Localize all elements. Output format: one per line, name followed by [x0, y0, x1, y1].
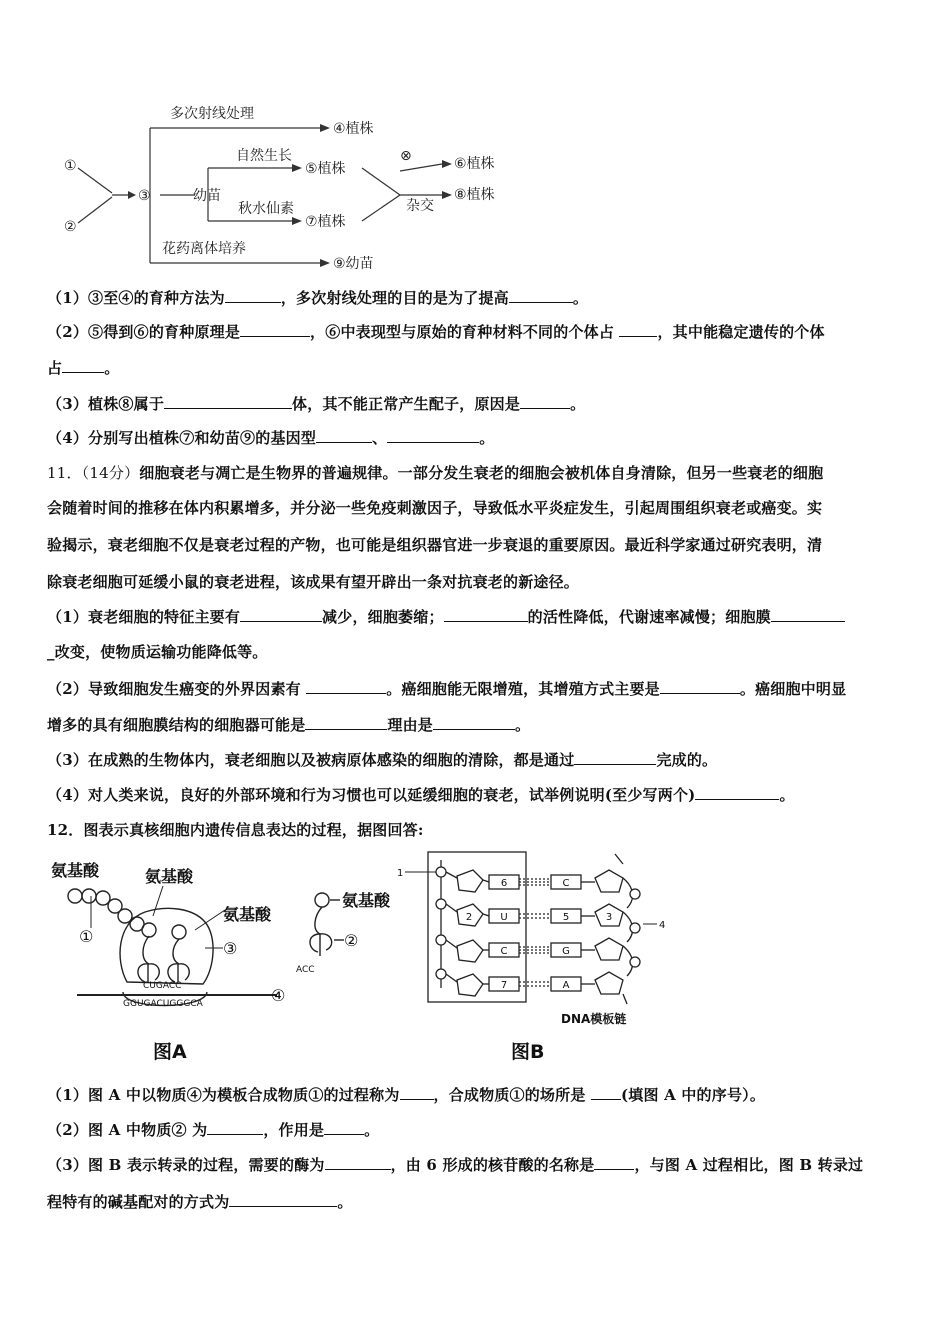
blank: [325, 1155, 391, 1170]
node-2: ②: [64, 219, 77, 235]
blank: [324, 1120, 364, 1135]
colchicine-label: 秋水仙素: [238, 201, 294, 217]
plant-5: ⑤植株: [305, 161, 346, 177]
blank: [207, 1120, 263, 1135]
base-7: 7: [500, 980, 508, 991]
figure-b-caption: 图B: [511, 1041, 545, 1063]
q12-title: 12．图表示真核细胞内遗传信息表达的过程，据图回答:: [47, 821, 424, 839]
mrna-sequence: GGUGACUGGGCA: [123, 999, 203, 1009]
cross-label: 杂交: [406, 198, 434, 214]
q11-part3: （3）在成熟的生物体内，衰老细胞以及被病原体感染的细胞的清除，都是通过 完成的。: [47, 751, 718, 769]
blank: [305, 715, 387, 730]
plant-6: ⑥植株: [454, 156, 495, 172]
blank: [316, 428, 372, 443]
blank: [62, 358, 104, 373]
sugar-3: 3: [605, 912, 613, 923]
label-4: 4: [659, 920, 666, 931]
q10-part2-cont: 占 。: [47, 359, 120, 377]
q10-part4: （4）分别写出植株⑦和幼苗⑨的基因型 、 。: [47, 429, 495, 447]
q10-part2: （2）⑤得到⑥的育种原理是 ，⑥中表现型与原始的育种材料不同的个体占 ，其中能稳定遗传的个体: [47, 323, 825, 341]
sugar-2: 2: [465, 912, 473, 923]
irradiation-label: 多次射线处理: [170, 106, 254, 122]
amino-acid-label-1: 氨基酸: [51, 861, 100, 880]
natural-growth-label: 自然生长: [236, 148, 292, 164]
seedling-label: 幼苗: [193, 188, 221, 204]
blank: [509, 288, 573, 303]
plant-4: ④植株: [333, 121, 374, 137]
blank: [433, 715, 515, 730]
blank: [594, 1155, 634, 1170]
q12-part3-cont: 程特有的碱基配对的方式为 。: [47, 1193, 353, 1211]
blank: [695, 785, 779, 800]
plant-7: ⑦植株: [305, 214, 346, 230]
blank: [240, 607, 322, 622]
q12-part2: （2）图 A 中物质② 为 ，作用是 。: [47, 1121, 380, 1139]
q11-part1: （1）衰老细胞的特征主要有 减少，细胞萎缩； 的活性降低，代谢速率减慢；细胞膜: [47, 606, 845, 627]
selfing-symbol: ⊗: [400, 148, 412, 164]
amino-acid-label-3: 氨基酸: [223, 905, 272, 924]
base-a: A: [562, 980, 570, 991]
amino-acid-label-2: 氨基酸: [145, 867, 194, 886]
blank: [387, 428, 479, 443]
q11-part1-cont: _改变，使物质运输功能降低等。: [47, 643, 268, 661]
q12-part1: （1）图 A 中以物质④为模板合成物质①的过程称为 ，合成物质①的场所是 (填图 A 中的序号）。: [47, 1086, 766, 1104]
figure-b-transcription: [395, 848, 685, 1068]
blank: [520, 394, 570, 409]
blank: [444, 607, 528, 622]
circle-label-1: ①: [79, 927, 94, 946]
q11-part2-cont: 增多的具有细胞膜结构的细胞器可能是 理由是 。: [47, 716, 531, 734]
anther-culture-label: 花药离体培养: [162, 241, 246, 257]
base-g: G: [562, 946, 570, 957]
q10-part1: （1）③至④的育种方法为 ，多次射线处理的目的是为了提高 。: [47, 289, 589, 307]
amino-acid-label-4: 氨基酸: [342, 891, 391, 910]
q11-intro-line3: 验揭示，衰老细胞不仅是衰老过程的产物，也可能是组织器官进一步衰退的重要原因。最近科学家通过研究表明，清: [47, 536, 823, 554]
anticodon-text: CUGACC: [143, 981, 182, 991]
figure-a-caption: 图A: [153, 1041, 187, 1063]
q12-part3: （3）图 B 表示转录的过程，需要的酶为 ，由 6 形成的核苷酸的名称是 ，与图 A 过程相比，图 B 转录过: [47, 1156, 864, 1174]
base-u: U: [500, 912, 508, 923]
base-c-left: C: [500, 946, 508, 957]
node-1: ①: [64, 158, 77, 174]
plant-8: ⑧植株: [454, 187, 495, 203]
blank: [400, 1085, 434, 1100]
node-3: ③: [138, 188, 151, 204]
q11-intro-line2: 会随着时间的推移在体内积累增多，并分泌一些免疫刺激因子，导致低水平炎症发生，引起周围组织衰老或癌变。实: [47, 499, 823, 517]
q11-part2: （2）导致细胞发生癌变的外界因素有 。癌细胞能无限增殖，其增殖方式主要是 。癌细胞中明显: [47, 680, 847, 698]
blank: [771, 607, 845, 622]
blank: [591, 1085, 621, 1100]
circle-label-3: ③: [223, 939, 238, 958]
breeding-flowchart: [50, 98, 520, 278]
seedling-9: ⑨幼苗: [333, 256, 374, 272]
q11-intro-line1: 11．（14分）细胞衰老与凋亡是生物界的普遍规律。一部分发生衰老的细胞会被机体自身清除，但另一些衰老的细胞: [47, 464, 824, 482]
blank: [225, 288, 281, 303]
base-5: 5: [562, 912, 570, 923]
label-1: 1: [397, 868, 404, 879]
circle-label-2: ②: [344, 931, 359, 950]
blank: [306, 679, 386, 694]
q10-part3: （3）植株⑧属于 体，其不能正常产生配子，原因是 。: [47, 395, 586, 413]
blank: [660, 679, 740, 694]
q11-intro-line4: 除衰老细胞可延缓小鼠的衰老进程，该成果有望开辟出一条对抗衰老的新途径。: [47, 573, 580, 591]
blank: [240, 322, 310, 337]
dna-template-label: DNA模板链: [561, 1012, 627, 1026]
figure-a-translation: [45, 850, 295, 1065]
blank: [164, 394, 292, 409]
blank: [574, 750, 656, 765]
q11-part4: （4）对人类来说，良好的外部环境和行为习惯也可以延缓细胞的衰老，试举例说明(至少写两个) 。: [47, 786, 795, 804]
acc-text: ACC: [296, 965, 315, 975]
base-6: 6: [500, 878, 508, 889]
blank: [619, 322, 657, 337]
figure-a-free-trna: [292, 880, 412, 980]
circle-label-4: ④: [271, 986, 286, 1005]
base-c-right: C: [562, 878, 570, 889]
blank: [229, 1192, 337, 1207]
